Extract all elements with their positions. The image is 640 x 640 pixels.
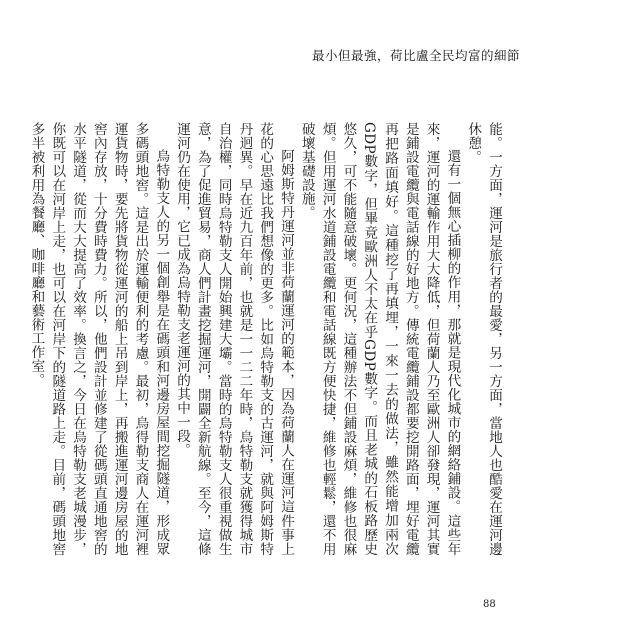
paragraph: 烏特勒支人的另一個創舉是在碼頭和河邊房屋間挖掘隧道，形成眾多碼頭地窖。這是出於運輸便利的考慮。最初，烏得勒支商人在運河裡運貨物時，要先將貨物從運河的船上吊到岸上，再搬進運河邊房屋的地窖內存放，十分費時費力。所以，他們設計並修建了從碼頭直通地窖的水平隧道，從而大大提高了效率。換言之，今日在烏特勒支老城漫步，你既可以在河岸上走，也可以在河岸下的隧道路上走。目前，碼頭地窖多半被利用為餐廳、咖啡廳和藝術工作室。 — [28, 122, 170, 556]
paragraph: 還有一個無心插柳的作用，那就是現代化城市的網絡鋪設。這些年來，運河的運輸作用大大降低，但荷蘭人乃至歐洲人卻發現，運河其實是鋪設電纜與電話線的好地方。傳統電纜鋪設都要挖開路面，埋好電纜再把路面填好。這種挖了再填埋，一來一去的做法，雖然能增加兩次GDP數字，但畢竟歐洲人不太在乎GDP數字。而且老城的石板路歷史悠久，可不能隨意破壞。更何況，這種辦法不但鋪設麻煩，維修也很麻煩。但用運河水道鋪設電纜和電話線既方便快捷，維修也輕鬆，還不用破壞基礎設施。 — [298, 122, 461, 556]
body-text — [28, 122, 504, 556]
running-header-title: 最小但最強，荷比盧全民均富的細節 — [311, 48, 520, 63]
paragraph: 阿姆斯特丹運河並非荷蘭運河的範本，因為荷蘭人在運河這件事上花的心思遠比我們想像的更多。比如烏特勒支的古運河，就與阿姆斯特丹迥異。早在近九百年前，也就是一一二二年時，烏特勒支就獲得城市自治權，同時烏特勒支人開始興建大壩。當時的烏特勒支人很重視做生意，為了促進貿易，商人們計畫挖掘運河，開闢全新航線。至今，這條運河仍在使用，它已成為烏特勒支老運河的其中一段。 — [174, 122, 295, 556]
paragraph: 能。一方面，運河是旅行者的最愛，另一方面，當地人也酷愛在運河邊休憩。 — [465, 122, 502, 556]
page-number: 88 — [483, 599, 496, 610]
